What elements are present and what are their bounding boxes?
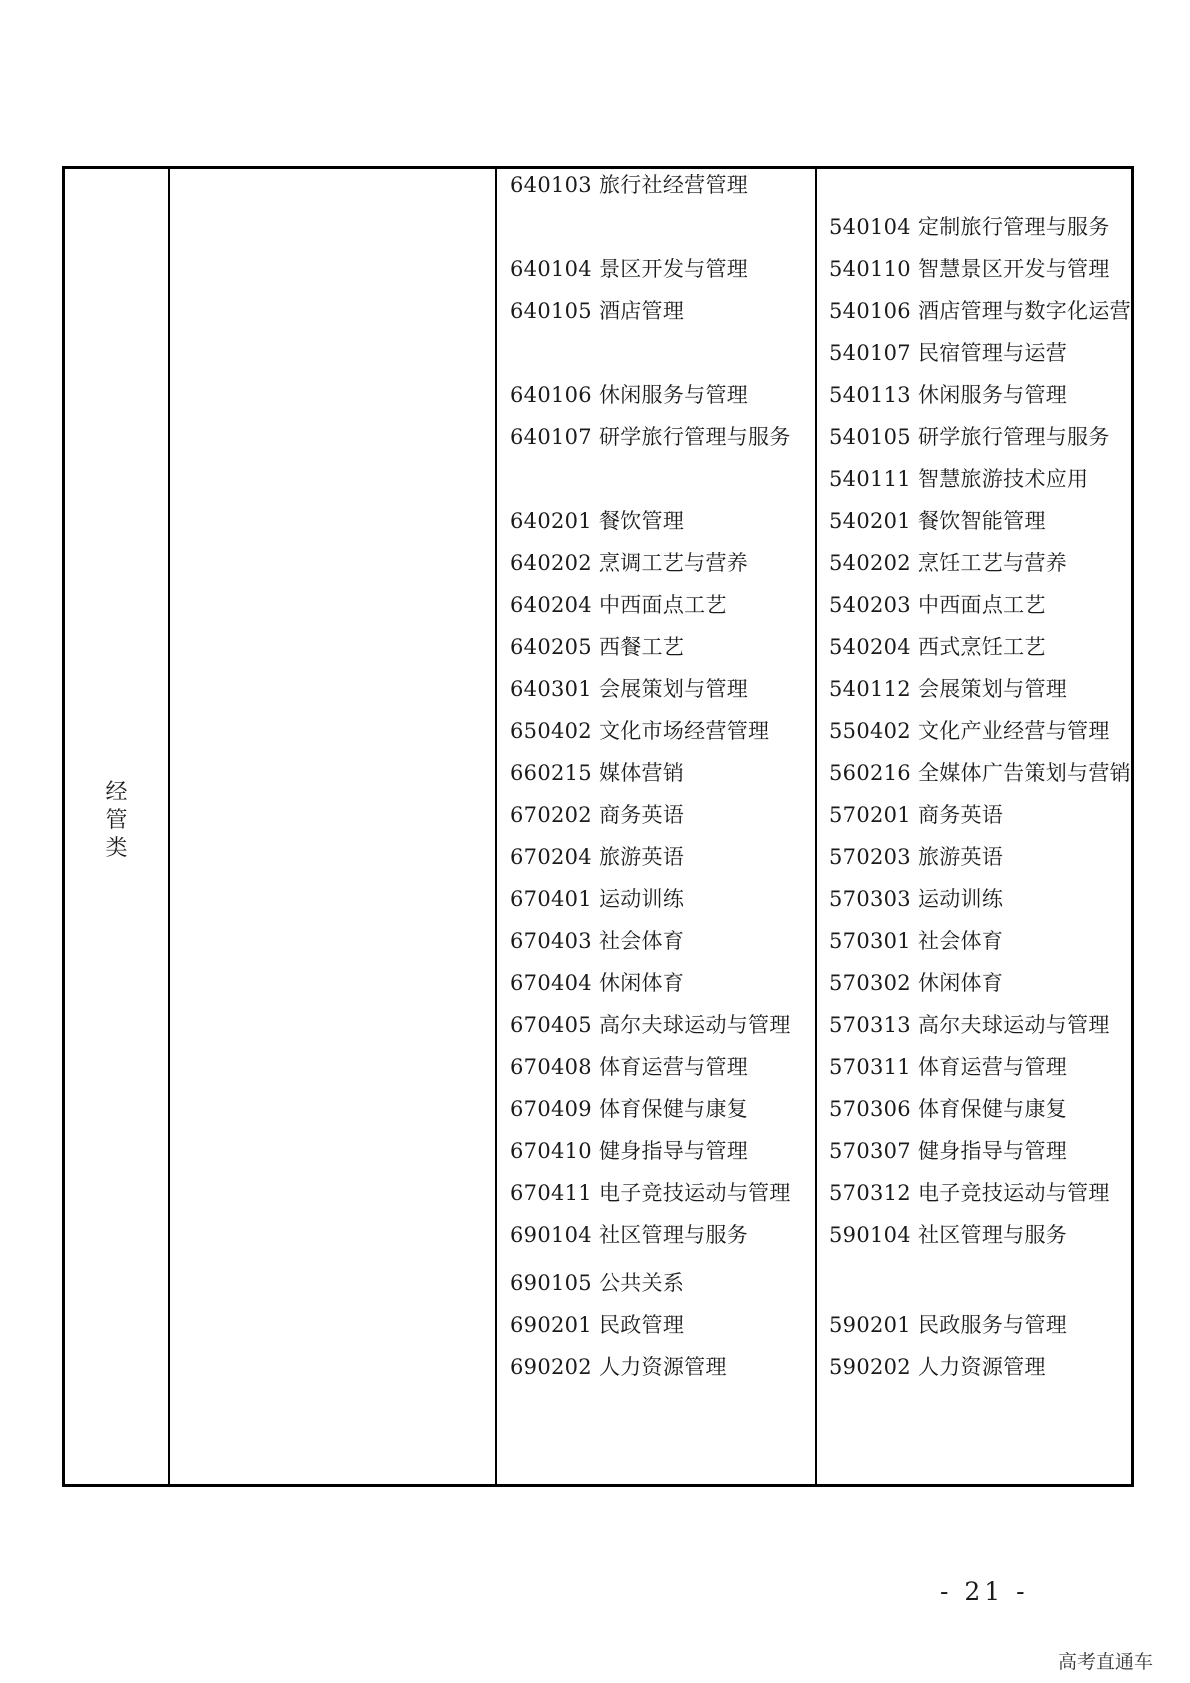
old-major-entry: 670409 体育保健与康复	[510, 1097, 749, 1121]
new-major-entry: 570301 社会体育	[829, 929, 1004, 953]
new-major-entry: 540110 智慧景区开发与管理	[829, 257, 1110, 281]
new-major-entry: 540203 中西面点工艺	[829, 593, 1046, 617]
new-major-entry: 540105 研学旅行管理与服务	[829, 425, 1110, 449]
watermark: 高考直通车	[1058, 1651, 1154, 1673]
old-major-entry: 670405 高尔夫球运动与管理	[510, 1013, 791, 1037]
old-major-entry: 670401 运动训练	[510, 887, 685, 911]
new-major-entry: 570312 电子竞技运动与管理	[829, 1181, 1110, 1205]
new-major-entry: 570302 休闲体育	[829, 971, 1004, 995]
old-major-entry: 640204 中西面点工艺	[510, 593, 727, 617]
new-major-entry: 540204 西式烹饪工艺	[829, 635, 1046, 659]
new-major-entry: 560216 全媒体广告策划与营销	[829, 761, 1131, 785]
new-major-entry: 570203 旅游英语	[829, 845, 1004, 869]
old-major-entry: 640107 研学旅行管理与服务	[510, 425, 791, 449]
old-major-entry: 650402 文化市场经营管理	[510, 719, 770, 743]
old-major-entry: 640103 旅行社经营管理	[510, 173, 749, 197]
category-char: 管	[105, 808, 128, 833]
new-major-entry: 570311 体育运营与管理	[829, 1055, 1068, 1079]
new-major-entry: 540111 智慧旅游技术应用	[829, 467, 1089, 491]
old-major-entry: 660215 媒体营销	[510, 761, 685, 785]
old-major-entry: 640106 休闲服务与管理	[510, 383, 749, 407]
new-major-entry: 570307 健身指导与管理	[829, 1139, 1068, 1163]
major-table	[62, 166, 1134, 1487]
page-number: - 21 -	[940, 1577, 1029, 1606]
new-major-entry: 540202 烹饪工艺与营养	[829, 551, 1068, 575]
old-major-entry: 670411 电子竞技运动与管理	[510, 1181, 791, 1205]
new-major-entry: 570313 高尔夫球运动与管理	[829, 1013, 1110, 1037]
old-major-entry: 640301 会展策划与管理	[510, 677, 749, 701]
new-major-entry: 570303 运动训练	[829, 887, 1004, 911]
new-major-entry: 590201 民政服务与管理	[829, 1313, 1068, 1337]
old-major-entry: 690201 民政管理	[510, 1313, 685, 1337]
new-major-entry: 540112 会展策划与管理	[829, 677, 1068, 701]
old-major-entry: 640205 西餐工艺	[510, 635, 685, 659]
new-major-entry: 540201 餐饮智能管理	[829, 509, 1046, 533]
old-major-entry: 670408 体育运营与管理	[510, 1055, 749, 1079]
old-major-entry: 670404 休闲体育	[510, 971, 685, 995]
new-major-entry: 540107 民宿管理与运营	[829, 341, 1068, 365]
old-major-entry: 670204 旅游英语	[510, 845, 685, 869]
new-major-entry: 570201 商务英语	[829, 803, 1004, 827]
old-major-entry: 640201 餐饮管理	[510, 509, 685, 533]
old-major-entry: 640202 烹调工艺与营养	[510, 551, 749, 575]
new-major-entry: 550402 文化产业经营与管理	[829, 719, 1110, 743]
old-major-entry: 690105 公共关系	[510, 1271, 685, 1295]
column-divider	[168, 169, 170, 1484]
column-divider	[815, 169, 817, 1484]
old-major-entry: 690104 社区管理与服务	[510, 1223, 749, 1247]
category-cell	[65, 779, 168, 863]
column-divider	[495, 169, 497, 1484]
old-major-entry: 670410 健身指导与管理	[510, 1139, 749, 1163]
old-major-entry: 670202 商务英语	[510, 803, 685, 827]
old-major-entry: 640104 景区开发与管理	[510, 257, 749, 281]
new-major-entry: 590104 社区管理与服务	[829, 1223, 1068, 1247]
new-major-entry: 540104 定制旅行管理与服务	[829, 215, 1110, 239]
old-major-entry: 640105 酒店管理	[510, 299, 685, 323]
old-major-entry: 690202 人力资源管理	[510, 1355, 727, 1379]
new-major-entry: 540113 休闲服务与管理	[829, 383, 1068, 407]
category-char: 经	[105, 780, 128, 805]
old-major-entry: 670403 社会体育	[510, 929, 685, 953]
new-major-entry: 570306 体育保健与康复	[829, 1097, 1068, 1121]
new-major-entry: 590202 人力资源管理	[829, 1355, 1046, 1379]
new-major-entry: 540106 酒店管理与数字化运营	[829, 299, 1131, 323]
category-char: 类	[105, 836, 128, 861]
